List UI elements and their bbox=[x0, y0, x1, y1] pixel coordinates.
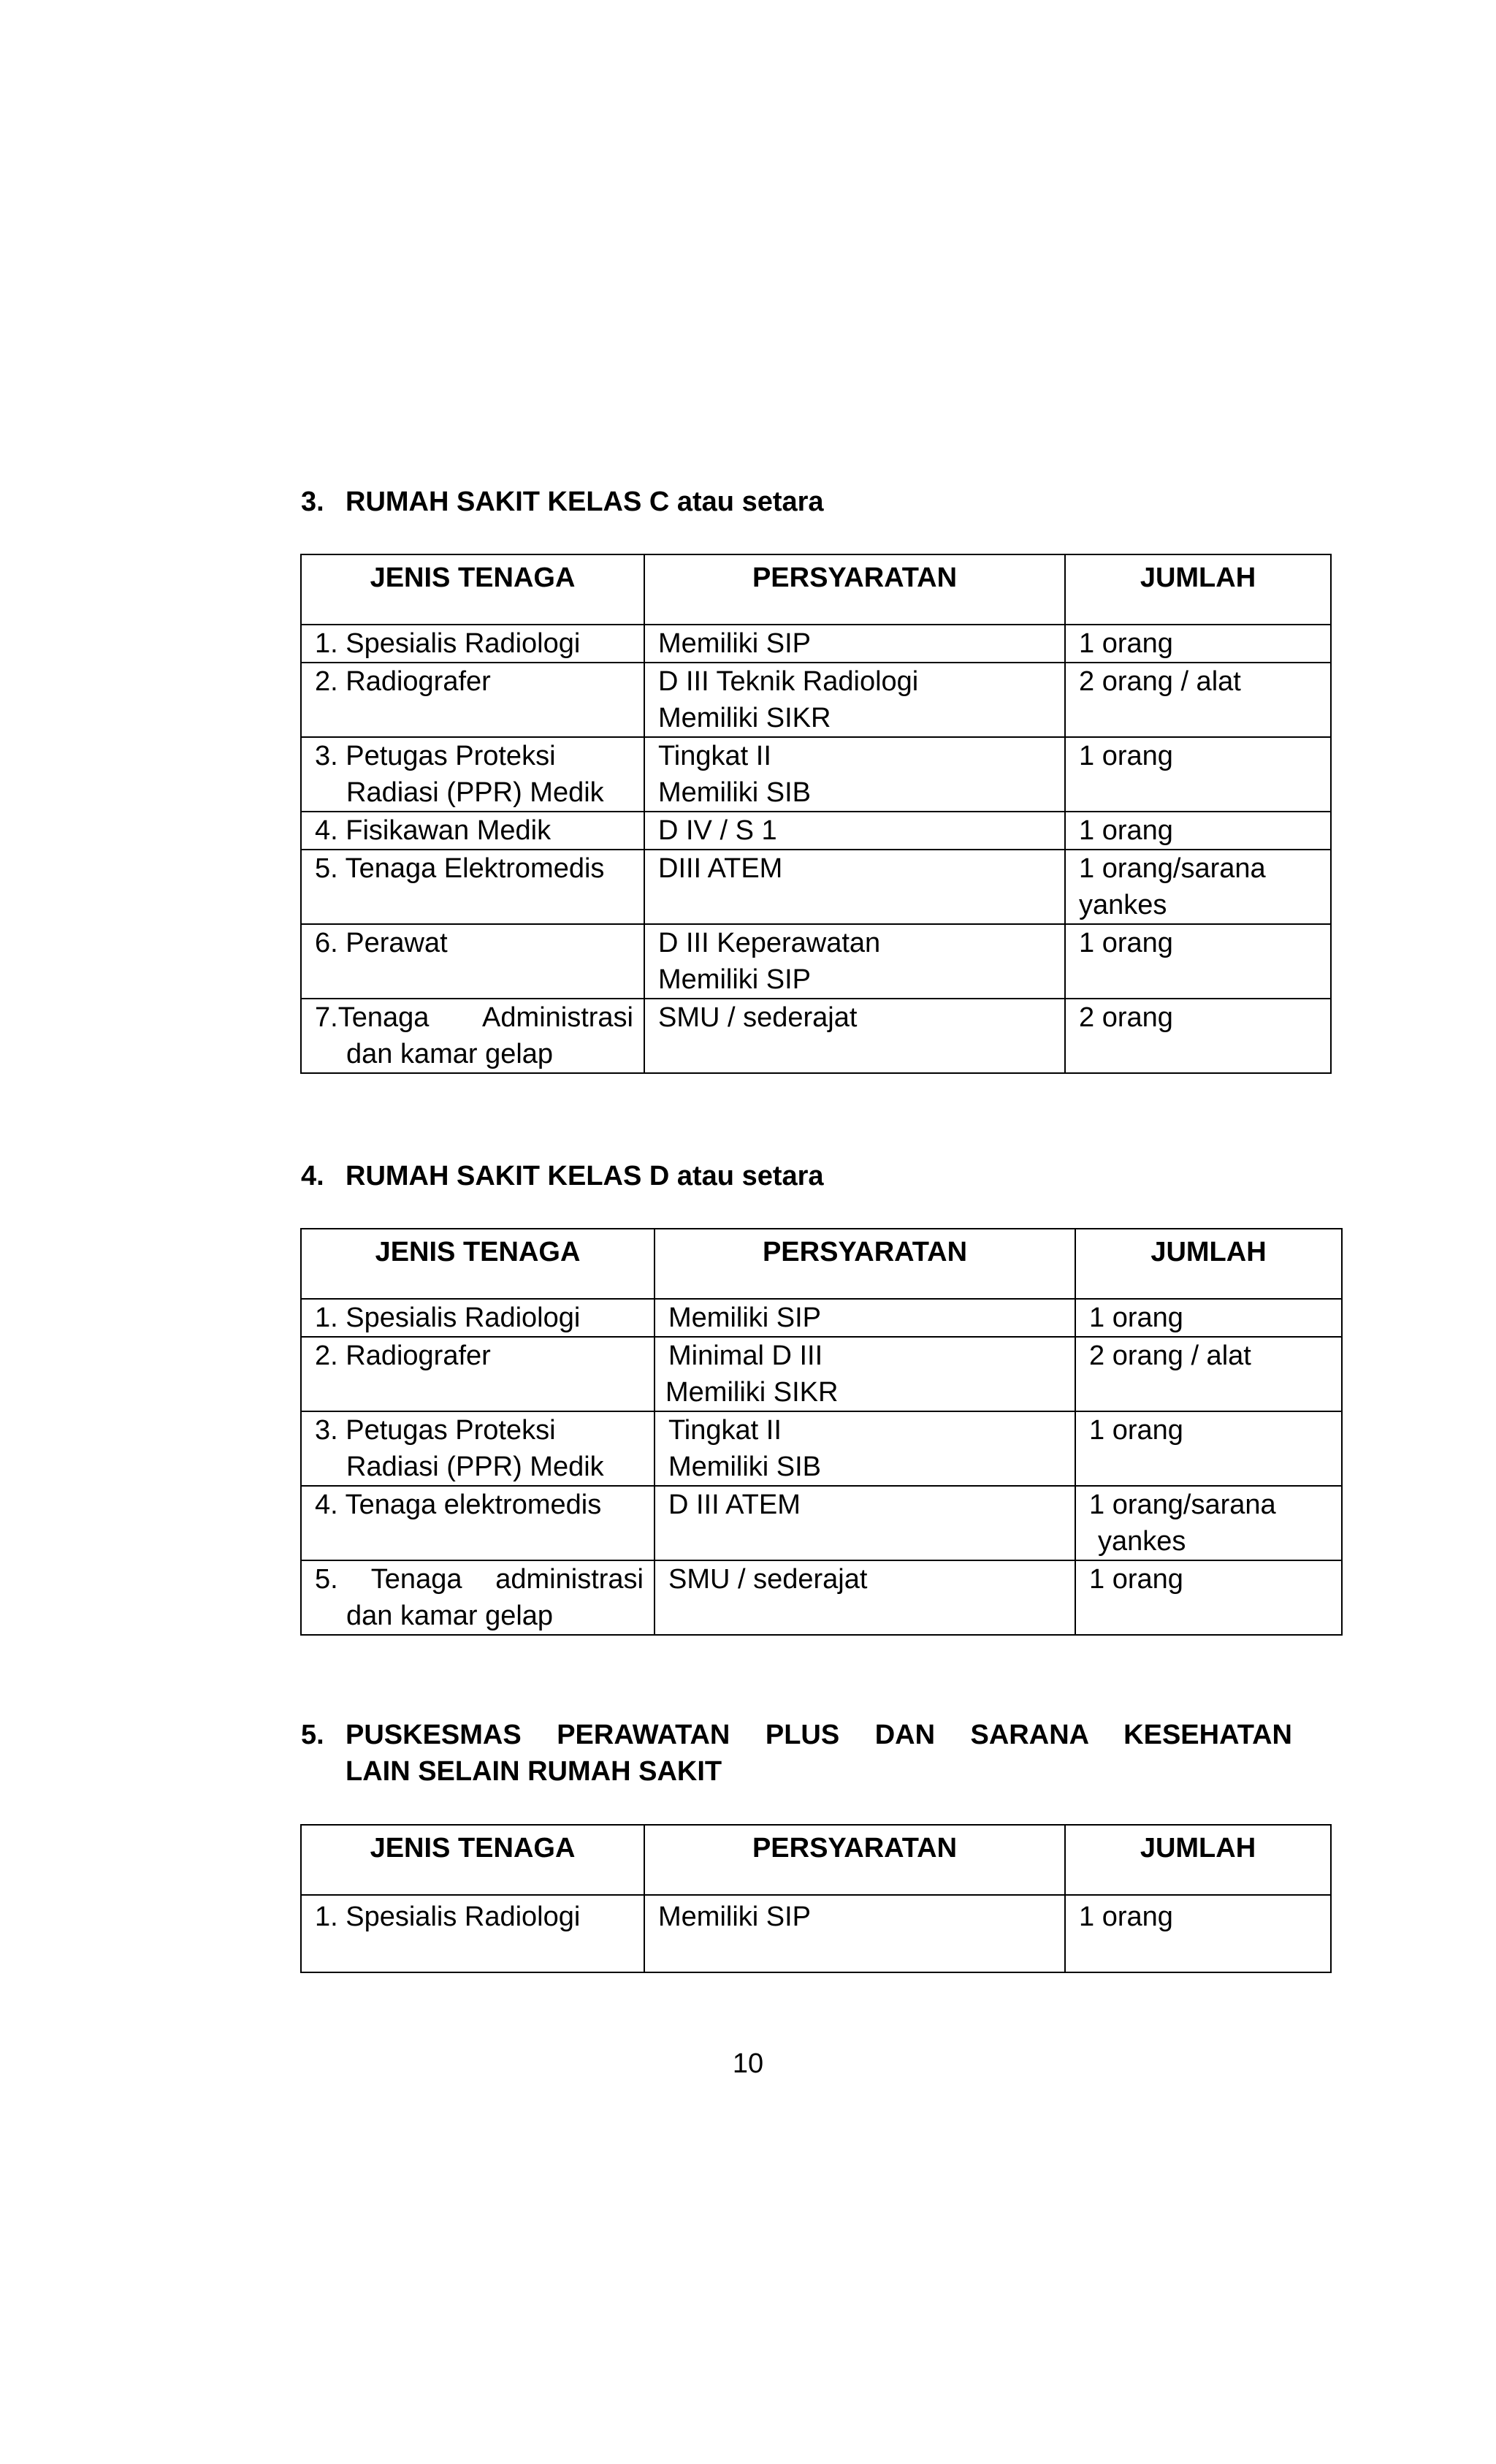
cell-line: D III Keperawatan bbox=[658, 928, 881, 958]
cell-jenis: 6. Perawat bbox=[301, 924, 644, 999]
cell-jenis: 5. Tenaga Elektromedis bbox=[301, 850, 644, 924]
cell-jumlah: 1 orang bbox=[1065, 812, 1331, 850]
section-title: RUMAH SAKIT KELAS D atau setara bbox=[346, 1161, 824, 1191]
cell-line: Memiliki SIKR bbox=[658, 703, 831, 733]
cell-line: 1 orang/sarana bbox=[1089, 1490, 1276, 1520]
cell-jumlah: 1 orang bbox=[1065, 1895, 1331, 1972]
header-persyaratan: PERSYARATAN bbox=[644, 1825, 1065, 1895]
cell-syarat: Memiliki SIP bbox=[644, 1895, 1065, 1972]
cell-jenis: 4. Tenaga elektromedis bbox=[301, 1486, 654, 1560]
cell-syarat bbox=[654, 1337, 1075, 1411]
cell-jumlah: 2 orang / alat bbox=[1075, 1337, 1342, 1411]
cell-syarat bbox=[644, 924, 1065, 999]
table-row bbox=[301, 812, 1331, 850]
cell-line: Tingkat II bbox=[668, 1415, 782, 1446]
table-row bbox=[301, 1486, 1342, 1560]
table-header-row bbox=[301, 1825, 1331, 1895]
cell-jenis: 1. Spesialis Radiologi bbox=[301, 1299, 654, 1337]
cell-jumlah: 1 orang bbox=[1065, 924, 1331, 999]
cell-line: 1 orang/sarana bbox=[1079, 853, 1266, 884]
table-header-row bbox=[301, 1229, 1342, 1299]
section-number: 3. bbox=[301, 487, 324, 517]
table-row bbox=[301, 850, 1331, 924]
section-4-heading bbox=[301, 1158, 1324, 1194]
page-number: 10 bbox=[732, 2048, 764, 2079]
staff-table-kelas-c bbox=[300, 554, 1332, 1074]
cell-line: yankes bbox=[1098, 1526, 1186, 1557]
cell-jenis: 4. Fisikawan Medik bbox=[301, 812, 644, 850]
header-persyaratan: PERSYARATAN bbox=[654, 1229, 1075, 1299]
section-title: RUMAH SAKIT KELAS C atau setara bbox=[346, 487, 824, 517]
section-number: 4. bbox=[301, 1161, 324, 1191]
cell-line: Memiliki SIP bbox=[658, 964, 812, 995]
cell-jenis: 1. Spesialis Radiologi bbox=[301, 1895, 644, 1972]
table-row bbox=[301, 999, 1331, 1073]
table-row bbox=[301, 1411, 1342, 1486]
header-persyaratan: PERSYARATAN bbox=[644, 554, 1065, 625]
cell-syarat: D IV / S 1 bbox=[644, 812, 1065, 850]
cell-jumlah: 1 orang bbox=[1075, 1411, 1342, 1486]
cell-jumlah bbox=[1075, 1486, 1342, 1560]
cell-line: Memiliki SIB bbox=[658, 777, 812, 808]
cell-syarat: SMU / sederajat bbox=[644, 999, 1065, 1073]
cell-syarat bbox=[654, 1411, 1075, 1486]
cell-syarat: SMU / sederajat bbox=[654, 1560, 1075, 1635]
cell-line: 7.Tenaga Administrasi bbox=[315, 1002, 633, 1033]
cell-syarat: Memiliki SIP bbox=[654, 1299, 1075, 1337]
table-row bbox=[301, 1337, 1342, 1411]
cell-jumlah: 1 orang bbox=[1075, 1299, 1342, 1337]
cell-syarat bbox=[644, 737, 1065, 812]
table-row bbox=[301, 1299, 1342, 1337]
cell-syarat bbox=[644, 663, 1065, 737]
cell-line: Radiasi (PPR) Medik bbox=[346, 777, 604, 808]
cell-line: dan kamar gelap bbox=[346, 1039, 554, 1069]
cell-syarat: D III ATEM bbox=[654, 1486, 1075, 1560]
header-jumlah: JUMLAH bbox=[1075, 1229, 1342, 1299]
section-title-line1: PUSKESMAS PERAWATAN PLUS DAN SARANA KESEHATAN bbox=[346, 1720, 1292, 1750]
table-row bbox=[301, 625, 1331, 663]
cell-syarat: DIII ATEM bbox=[644, 850, 1065, 924]
cell-line: Radiasi (PPR) Medik bbox=[346, 1452, 604, 1482]
table-row bbox=[301, 737, 1331, 812]
table-header-row bbox=[301, 554, 1331, 625]
header-jenis-tenaga: JENIS TENAGA bbox=[301, 554, 644, 625]
section-5-heading bbox=[301, 1717, 1292, 1790]
section-number: 5. bbox=[301, 1720, 324, 1750]
cell-line: Tingkat II bbox=[658, 741, 771, 771]
cell-jumlah: 1 orang bbox=[1065, 625, 1331, 663]
table-row bbox=[301, 663, 1331, 737]
cell-jenis bbox=[301, 1560, 654, 1635]
cell-line: 3. Petugas Proteksi bbox=[315, 1415, 556, 1446]
staff-table-puskesmas bbox=[300, 1824, 1332, 1973]
cell-line: 3. Petugas Proteksi bbox=[315, 741, 556, 771]
header-jenis-tenaga: JENIS TENAGA bbox=[301, 1825, 644, 1895]
cell-line: 5. Tenaga administrasi bbox=[315, 1564, 644, 1595]
header-jumlah: JUMLAH bbox=[1065, 1825, 1331, 1895]
table-row bbox=[301, 1560, 1342, 1635]
cell-jumlah bbox=[1065, 850, 1331, 924]
cell-jenis: 2. Radiografer bbox=[301, 1337, 654, 1411]
cell-line: yankes bbox=[1079, 890, 1167, 920]
cell-line: Memiliki SIB bbox=[668, 1452, 822, 1482]
staff-table-kelas-d bbox=[300, 1228, 1343, 1636]
cell-jenis bbox=[301, 999, 644, 1073]
header-jumlah: JUMLAH bbox=[1065, 554, 1331, 625]
cell-jumlah: 1 orang bbox=[1075, 1560, 1342, 1635]
header-jenis-tenaga: JENIS TENAGA bbox=[301, 1229, 654, 1299]
cell-jenis: 1. Spesialis Radiologi bbox=[301, 625, 644, 663]
cell-jumlah: 2 orang bbox=[1065, 999, 1331, 1073]
cell-line: D III Teknik Radiologi bbox=[658, 666, 919, 697]
cell-jumlah: 2 orang / alat bbox=[1065, 663, 1331, 737]
table-row bbox=[301, 924, 1331, 999]
cell-jenis bbox=[301, 1411, 654, 1486]
cell-syarat: Memiliki SIP bbox=[644, 625, 1065, 663]
cell-line: Memiliki SIKR bbox=[665, 1377, 839, 1408]
cell-line: dan kamar gelap bbox=[346, 1601, 554, 1631]
cell-jenis: 2. Radiografer bbox=[301, 663, 644, 737]
table-row bbox=[301, 1895, 1331, 1972]
cell-line: Minimal D III bbox=[668, 1340, 823, 1371]
section-3-heading bbox=[301, 484, 1324, 520]
cell-jumlah: 1 orang bbox=[1065, 737, 1331, 812]
cell-jenis bbox=[301, 737, 644, 812]
section-title-line2: LAIN SELAIN RUMAH SAKIT bbox=[346, 1756, 722, 1787]
